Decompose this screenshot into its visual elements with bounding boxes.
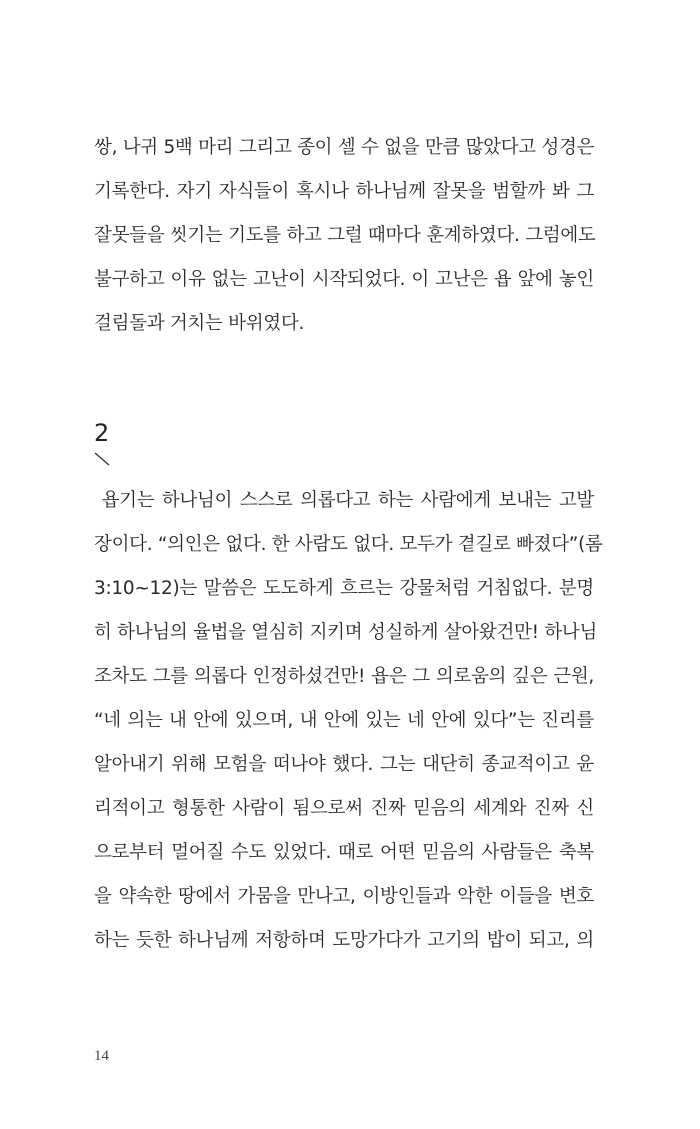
text-line: 하는 듯한 하나님께 저항하며 도망가다가 고기의 밥이 되고, 의	[94, 930, 594, 951]
text-line: 욥기는 하나님이 스스로 의롭다고 하는 사람에게 보내는 고발	[94, 490, 594, 511]
text-line: 리적이고 형통한 사람이 됨으로써 진짜 믿음의 세계와 진짜 신	[94, 798, 594, 819]
text-line: 히 하나님의 율법을 열심히 지키며 성실하게 살아왔건만! 하나님	[94, 622, 598, 643]
page-number: 14	[94, 1048, 109, 1064]
text-line: “네 의는 내 안에 있으며, 내 안에 있는 네 안에 있다”는 진리를	[94, 710, 594, 731]
text-line: 으로부터 멀어질 수도 있었다. 때로 어떤 믿음의 사람들은 축복	[94, 842, 594, 863]
text-line: 3:10~12)는 말씀은 도도하게 흐르는 강물처럼 거침없다. 분명	[94, 578, 594, 599]
text-line: 기록한다. 자기 자식들이 혹시나 하나님께 잘못을 범할까 봐 그	[94, 181, 594, 202]
paragraph-1	[94, 126, 594, 346]
text-line: 을 약속한 땅에서 가뭄을 만나고, 이방인들과 악한 이들을 변호	[94, 886, 594, 907]
paragraph-2	[94, 479, 603, 963]
section-divider-icon	[94, 450, 112, 468]
text-line: 쌍, 나귀 5백 마리 그리고 종이 셀 수 없을 만큼 많았다고 성경은	[94, 137, 595, 158]
text-line: 조차도 그를 의롭다 인정하셨건만! 욥은 그 의로움의 깊은 근원,	[94, 666, 594, 687]
text-line: 잘못들을 씻기는 기도를 하고 그럴 때마다 훈계하였다. 그럼에도	[94, 225, 596, 246]
text-line: 알아내기 위해 모험을 떠나야 했다. 그는 대단히 종교적이고 윤	[94, 754, 594, 775]
text-line: 불구하고 이유 없는 고난이 시작되었다. 이 고난은 욥 앞에 놓인	[94, 269, 594, 290]
section-number: 2	[94, 419, 110, 447]
text-line: 장이다. “의인은 없다. 한 사람도 없다. 모두가 곁길로 빠졌다”(롬	[94, 534, 603, 555]
text-line: 걸림돌과 거치는 바위였다.	[94, 313, 305, 334]
